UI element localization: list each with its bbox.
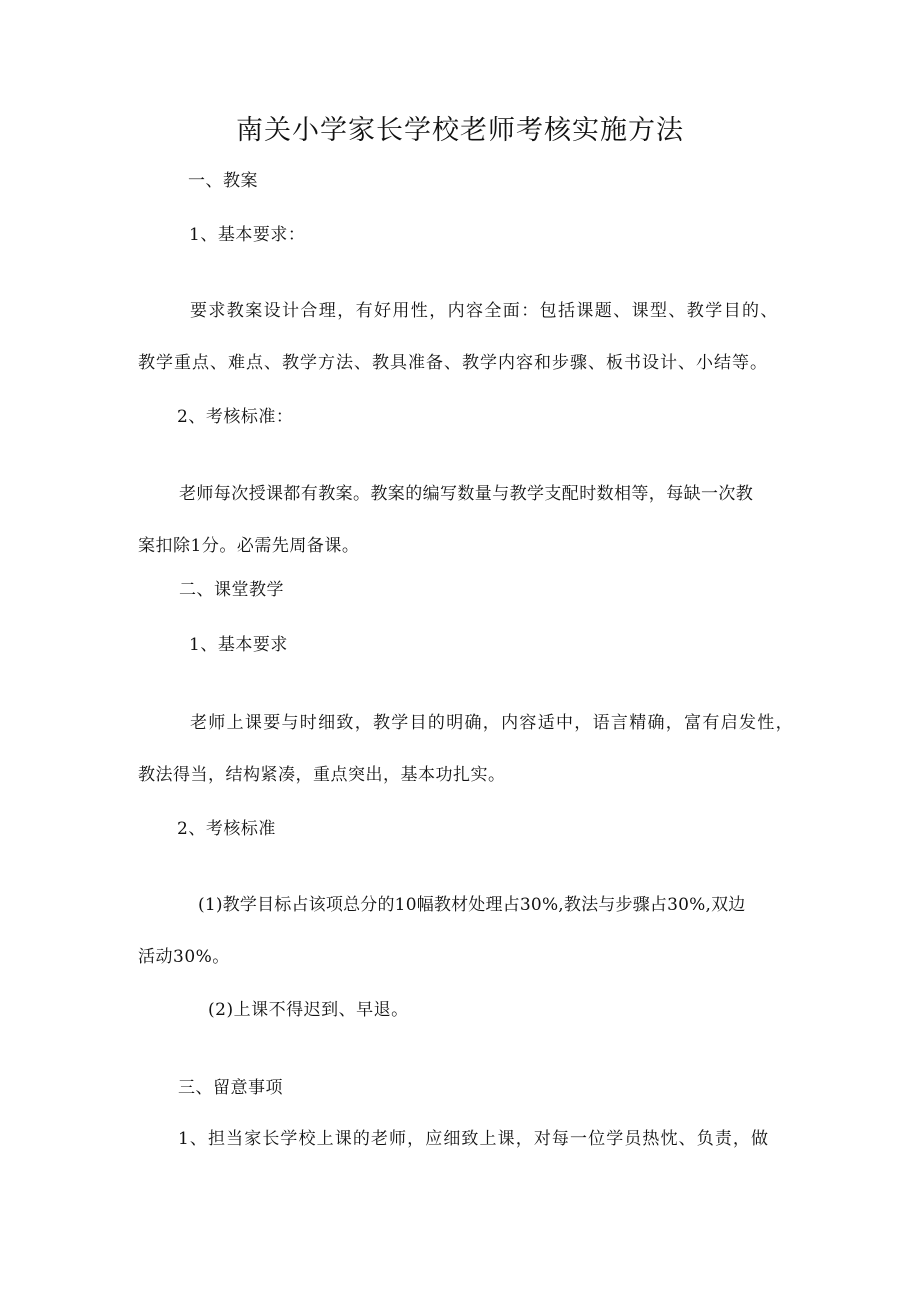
section1-sub1-paragraph-line1: 要求教案设计合理，有好用性，内容全面：包括课题、课型、教学目的、 [190,301,779,321]
section3-item1-line1: 1、担当家长学校上课的老师，应细致上课，对每一位学员热忱、负责，做 [178,1129,770,1149]
section2-heading: 二、课堂教学 [179,580,284,600]
section1-heading: 一、教案 [188,171,258,191]
section2-item2: (2)上课不得迟到、早退。 [208,1000,409,1020]
section2-sub1-paragraph-line1: 老师上课要与时细致，教学目的明确，内容适中，语言精确，富有启发性， [190,713,794,733]
section2-sub2-heading: 2、考核标准 [177,819,276,839]
section1-sub1-paragraph-line2: 教学重点、难点、教学方法、教具准备、教学内容和步骤、板书设计、小结等。 [138,353,768,373]
section1-sub1-heading: 1、基本要求： [189,225,306,245]
section1-sub2-heading: 2、考核标准： [177,407,294,427]
section2-sub1-heading: 1、基本要求 [189,635,288,655]
section1-sub2-paragraph-line1: 老师每次授课都有教案。教案的编写数量与教学支配时数相等，每缺一次教 [179,484,754,504]
section2-item1-line1: (1)教学目标占该项总分的10幅教材处理占30%,教法与步骤占30%,双边 [198,895,746,915]
document-title: 南关小学家长学校老师考核实施方法 [236,115,684,146]
section2-sub1-paragraph-line2: 教法得当，结构紧凑，重点突出，基本功扎实。 [138,765,506,785]
section3-heading: 三、留意事项 [178,1078,283,1098]
section2-item1-line2: 活动30%。 [138,947,230,967]
section1-sub2-paragraph-line2: 案扣除1分。必需先周备课。 [138,536,360,556]
